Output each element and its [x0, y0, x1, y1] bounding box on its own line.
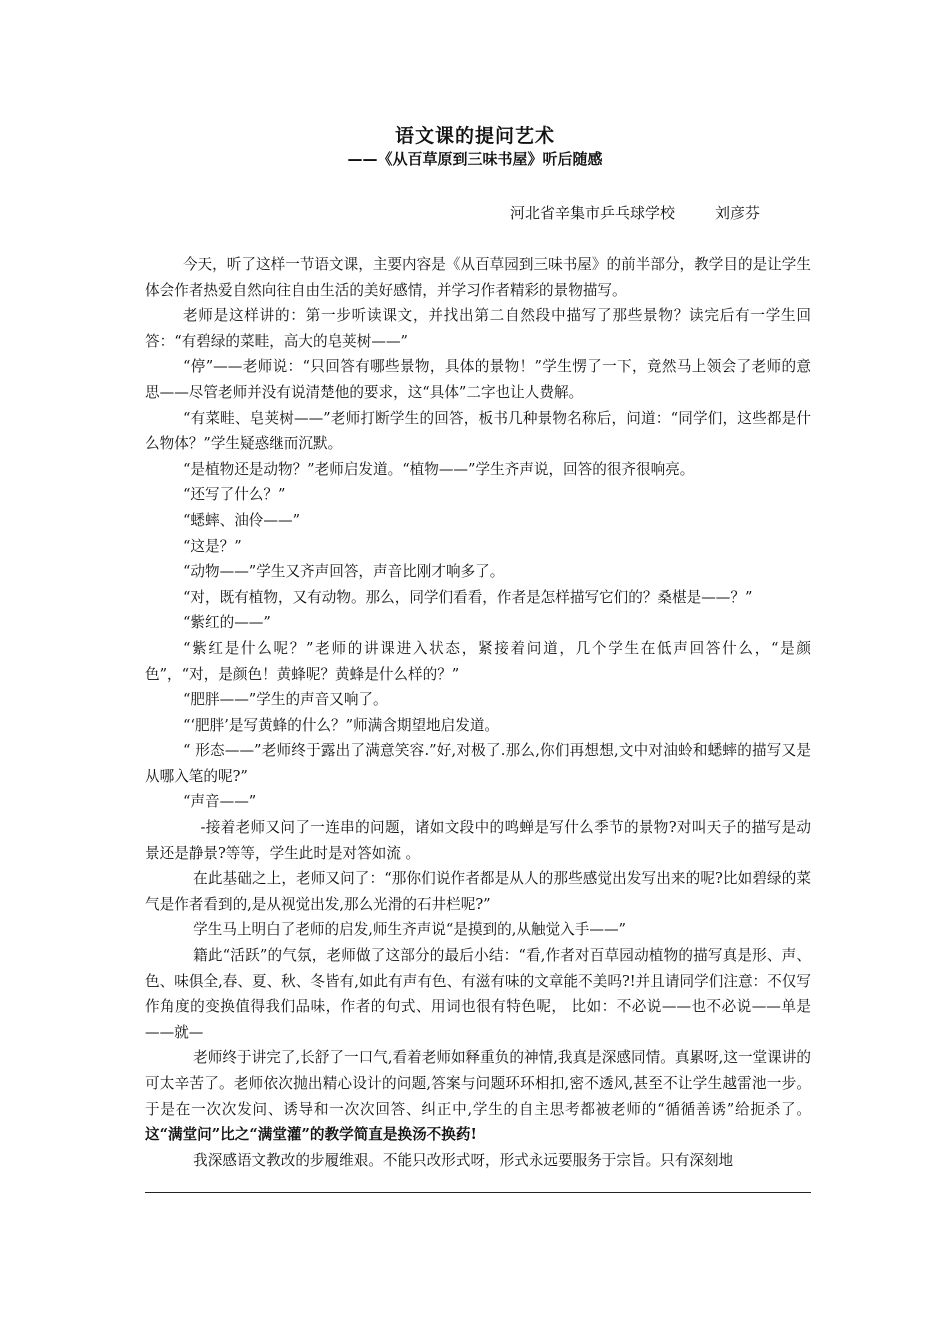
paragraph: “动物——”学生又齐声回答，声音比刚才响多了。 [182, 563, 505, 581]
document-subtitle: ——《从百草原到三味书屋》听后随感 [347, 150, 603, 168]
paragraph: “有菜畦、皂荚树——”老师打断学生的回答，板书几种景物名称后，问道：“同学们，这些都是什么物体？”学生疑惑继而沉默。 [145, 409, 811, 453]
author-line [510, 202, 760, 223]
paragraph: 籍此“活跃”的气氛，老师做了这部分的最后小结：“看,作者对百草园动植物的描写真是形、声、色、味俱全,春、夏、秋、冬皆有,如此有声有色、有滋有味的文章能不美吗?!并且请同学们注意：不仅写作角度的变换值得我们品味，作者的句式、用词也很有特色呢， 比如：不必说——也不必说——单是——就— [145, 947, 811, 1041]
paragraph: -接着老师又问了一连串的问题，诸如文段中的鸣蝉是写什么季节的景物?对叫天子的描写是动景还是静景?等等，学生此时是对答如流 。 [145, 819, 811, 862]
paragraph: “肥胖——”学生的声音又响了。 [182, 691, 388, 709]
paragraph: “紫红是什么呢？”老师的讲课进入状态，紧接着问道，几个学生在低声回答什么，“是颜色”，“对，是颜色！黄蜂呢？黄蜂是什么样的？” [145, 639, 811, 683]
paragraph: “蟋蟀、油伶——” [182, 511, 301, 529]
paragraph: “‘肥胖’是写黄蜂的什么？”师满含期望地启发道。 [182, 716, 500, 734]
paragraph: 老师是这样讲的：第一步听读课文，并找出第二自然段中描写了那些景物？读完后有一学生回答：“有碧绿的菜畦，高大的皂荚树——” [145, 307, 811, 350]
paragraph: “ 形态——”老师终于露出了满意笑容.”好,对极了.那么,你们再想想,文中对油蛉和蟋蟀的描写又是从哪入笔的呢?” [145, 742, 811, 785]
author-name: 刘彦芬 [715, 204, 761, 222]
paragraph: “这是？” [182, 537, 242, 555]
paragraph: 学生马上明白了老师的启发,师生齐声说“是摸到的,从触觉入手——” [193, 921, 626, 939]
paragraph-text: 老师终于讲完了,长舒了一口气,看着老师如释重负的神情,我真是深感同情。真累呀,这一堂课讲的可太辛苦了。老师依次抛出精心设计的问题,答案与问题环环相扣,密不透风,甚至不让学生越雷池一步。于是在一次次发问、诱导和一次次回答、纠正中,学生的自主思考都被老师的“循循善诱”给扼杀了。 [145, 1049, 811, 1118]
emphasis-text: 这“满堂问”比之“满堂灌”的教学简直是换汤不换药! [145, 1126, 477, 1144]
paragraph: 今天，听了这样一节语文课，主要内容是《从百草园到三味书屋》的前半部分，教学目的是让学生体会作者热爱自然向往自由生活的美好感情，并学习作者精彩的景物描写。 [145, 256, 811, 299]
paragraph: 我深感语文教改的步履维艰。不能只改形式呀，形式永远要服务于宗旨。只有深刻地 [193, 1151, 734, 1169]
paragraph: 在此基础之上，老师又问了：“那你们说作者都是从人的那些感觉出发写出来的呢?比如碧绿的菜气是作者看到的,是从视觉出发,那么光滑的石井栏呢?” [145, 870, 811, 913]
paragraph: “对，既有植物，又有动物。那么，同学们看看，作者是怎样描写它们的？桑椹是——？” [182, 588, 753, 606]
paragraph: “声音——” [182, 793, 257, 811]
paragraph: “还写了什么？” [182, 486, 286, 504]
document-title: 语文课的提问艺术 [394, 125, 555, 147]
page-bottom-rule [145, 1192, 811, 1193]
paragraph: “是植物还是动物？”老师启发道。“植物——”学生齐声说，回答的很齐很响亮。 [182, 460, 695, 478]
author-school: 河北省辛集市乒乓球学校 [510, 204, 676, 222]
paragraph: “停”——老师说：“只回答有哪些景物，具体的景物！”学生愣了一下，竟然马上领会了老师的意思——尽管老师并没有说清楚他的要求，这“具体”二字也让人费解。 [145, 358, 811, 401]
document-body [145, 252, 811, 1173]
paragraph: “紫红的——” [182, 614, 271, 632]
paragraph-with-emphasis [145, 1045, 811, 1147]
